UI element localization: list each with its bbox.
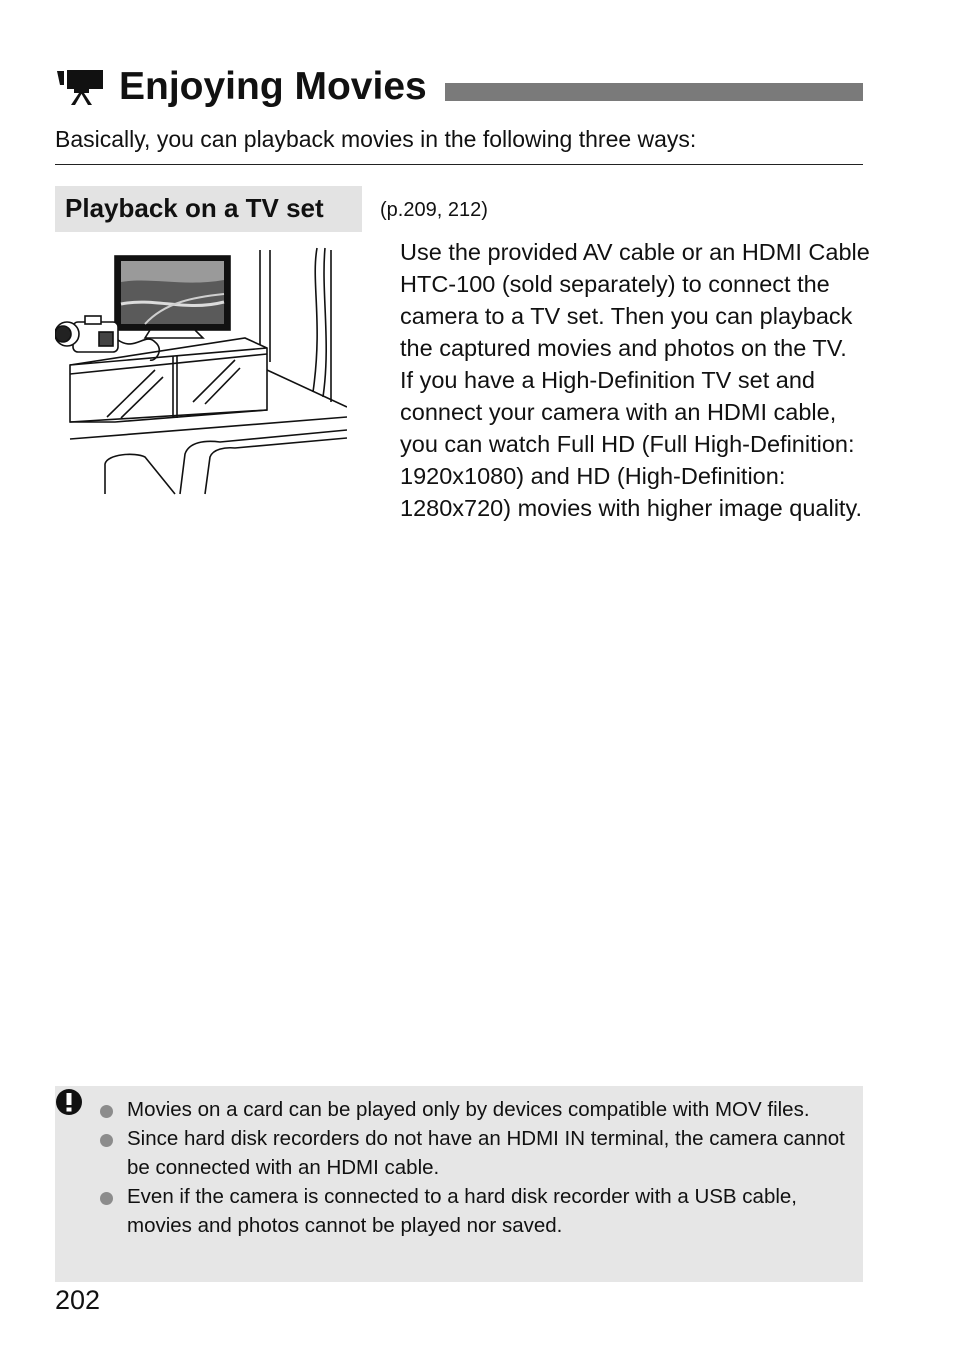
bullet-icon [100, 1134, 113, 1147]
camera-connected-to-tv-illustration [55, 242, 347, 497]
caution-list [100, 1095, 860, 1240]
section-body [400, 236, 870, 524]
page-header [55, 62, 863, 112]
bullet-icon [100, 1192, 113, 1205]
caution-item-text: Even if the camera is connected to a hard disk recorder with a USB cable, movies and photos cannot be played nor saved. [127, 1185, 798, 1237]
page-number: 202 [55, 1285, 101, 1315]
title-decoration-bar [445, 83, 863, 101]
divider [55, 164, 863, 165]
caution-item-text: Movies on a card can be played only by devices compatible with MOV files. [127, 1098, 810, 1121]
page-reference: (p.209, 212) [380, 199, 488, 221]
caution-icon [55, 1088, 83, 1118]
intro-text: Basically, you can playback movies in the following three ways: [55, 126, 697, 152]
movie-camera-icon [55, 68, 105, 106]
section-title: Playback on a TV set [65, 193, 324, 223]
list-item [100, 1124, 860, 1182]
body-paragraph-2: If you have a High-Definition TV set and connect your camera with an HDMI cable, you can watch Full HD (Full High-Definition: 1920x1080) and HD (High-Definition: 1280x720) movies with higher image quality. [400, 367, 862, 521]
caution-box [55, 1086, 863, 1282]
list-item [100, 1095, 860, 1124]
section-heading-box [55, 186, 362, 232]
list-item [100, 1182, 860, 1240]
page-title: Enjoying Movies [119, 65, 427, 108]
bullet-icon [100, 1105, 113, 1118]
caution-item-text: Since hard disk recorders do not have an HDMI IN terminal, the camera cannot be connected with an HDMI cable. [127, 1127, 845, 1179]
body-paragraph-1: Use the provided AV cable or an HDMI Cable HTC-100 (sold separately) to connect the camera to a TV set. Then you can playback the captured movies and photos on the TV. [400, 239, 870, 361]
